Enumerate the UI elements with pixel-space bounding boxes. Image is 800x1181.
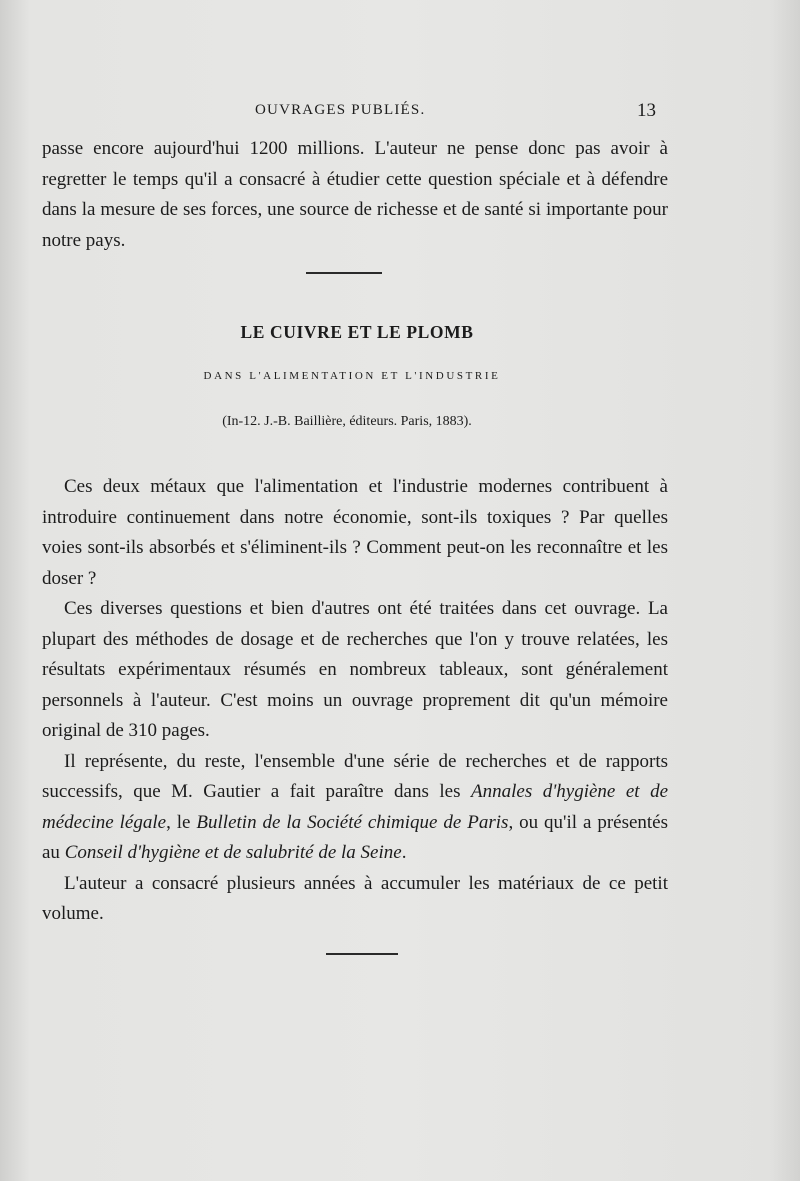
section-divider-top [306,272,382,274]
section-body [42,472,668,930]
paragraph-3 [42,747,668,869]
journal-title-bulletin: Bulletin de la Société chimique de Paris [196,811,509,833]
page-number: 13 [637,100,656,121]
journal-title-annales: Annales d'hygiène et de médecine légale [42,781,669,833]
paragraph-3-text-4: . [401,842,407,863]
section-title: LE CUIVRE ET LE PLOMB [240,322,474,342]
section-divider-bottom [326,953,398,955]
paragraph-4: L'auteur a consacré plusieurs années à accumuler les matériaux de ce petit volume. [42,872,668,924]
paragraph-3-text-1: Il représente, du reste, l'ensemble d'une série de recherches et de rapports successifs, que M. Gautier a fait paraître dans les [42,750,668,802]
council-name: Conseil d'hygiène et de salubrité de la Seine [64,842,402,863]
paragraph-3-text-3: , ou qu'il a présentés au [42,811,669,863]
running-header [60,100,660,124]
paragraph-3-text-2: , le [166,811,197,833]
paragraph-2: Ces diverses questions et bien d'autres ont été traitées dans cet ouvrage. La plupart des méthodes de dosage et de recherches que l'on y trouve relatées, les résultats expérimentaux résumés en nombreux tableaux, sont généralement personnels à l'auteur. C'est moins un ouvrage proprement dit qu'un mémoire original de 310 pages. [42,598,668,741]
paragraph-1: Ces deux métaux que l'alimentation et l'industrie modernes contribuent à introduire continuement dans notre économie, sont-ils toxiques ? Par quelles voies sont-ils absorbés et s'éliminent-ils ? Comment peut-on les reconnaître et les doser ? [42,476,668,589]
section-subtitle: DANS L'ALIMENTATION ET L'INDUSTRIE [203,370,501,382]
carry-over-paragraph: passe encore aujourd'hui 1200 millions. L'auteur ne pense donc pas avoir à regretter le temps qu'il a consacré à étudier cette question spéciale et à défendre dans la mesure de ses forces, une source de richesse et de santé si importante pour notre pays. [42,138,668,251]
publication-imprint: (In-12. J.-B. Baillière, éditeurs. Paris, 1883). [222,414,472,429]
running-title: OUVRAGES PUBLIÉS. [255,102,426,118]
